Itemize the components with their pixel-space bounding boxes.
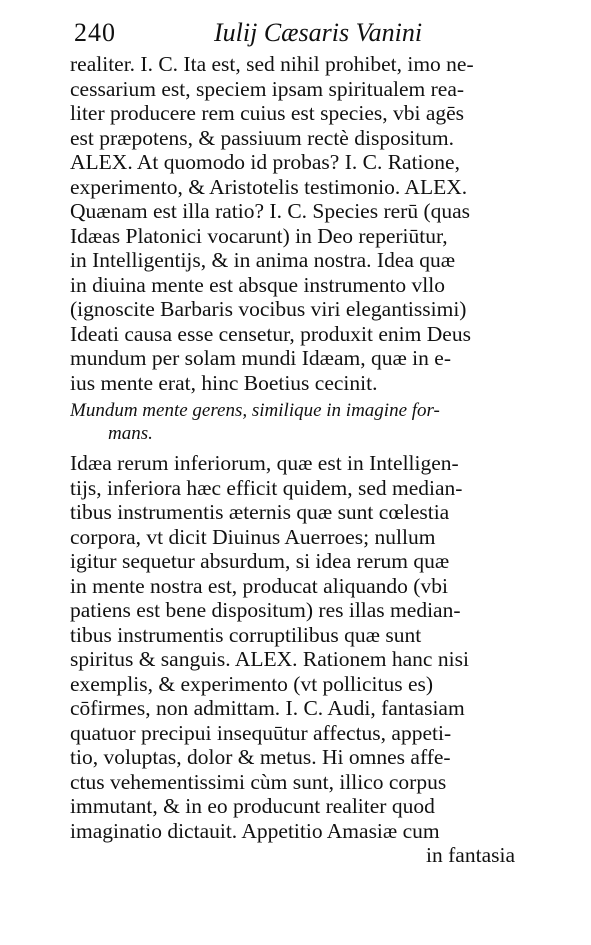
text-line: ALEX. At quomodo id probas? I. C. Ratione, [70, 150, 460, 174]
text-line: igitur sequetur absurdum, si idea rerum quæ [70, 549, 450, 573]
text-line: spiritus & sanguis. ALEX. Rationem hanc nisi [70, 647, 469, 671]
text-line: cessarium est, speciem ipsam spiritualem rea- [70, 76, 465, 101]
catchword: in fantasia [426, 843, 515, 867]
quote-line: mans. [108, 423, 153, 444]
text-line: patiens est bene dispositum) res illas median- [70, 598, 461, 622]
page-header [70, 18, 515, 52]
text-line: Quænam est illa ratio? I. C. Species rerū (quas [70, 199, 471, 223]
text-line: ius mente erat, hinc Boetius cecinit. [70, 370, 378, 395]
text-line: experimento, & Aristotelis testimonio. ALEX. [70, 174, 468, 199]
text-line: imaginatio dictauit. Appetitio Amasiæ cum [70, 818, 440, 843]
text-line: Idæas Platonici vocarunt) in Deo reperiūtur, [70, 223, 448, 248]
text-line: immutant, & in eo producunt realiter quod [70, 794, 435, 818]
text-line: tijs, inferiora hæc efficit quidem, sed median- [70, 475, 463, 500]
text-line: tio, voluptas, dolor & metus. Hi omnes affe- [70, 745, 451, 769]
text-line: Ideati causa esse censetur, produxit enim Deus [70, 321, 471, 346]
verse-quote [70, 399, 515, 445]
text-line: liter producere rem cuius est species, vbi agēs [70, 101, 465, 125]
text-line: Idæa rerum inferiorum, quæ est in Intelligen- [70, 451, 459, 475]
text-line: mundum per solam mundi Idæam, quæ in e- [70, 346, 451, 370]
text-line: corpora, vt dicit Diuinus Auerroes; nullum [70, 524, 436, 549]
text-line: exemplis, & experimento (vt pollicitus es) [70, 671, 434, 696]
text-line: est præpotens, & passiuum rectè dispositum. [70, 125, 454, 150]
text-line: ctus vehementissimi cùm sunt, illico corpus [70, 769, 447, 794]
text-line: realiter. I. C. Ita est, sed nihil prohibet, imo ne- [70, 52, 474, 76]
quote-line: Mundum mente gerens, similique in imagine for- [70, 400, 440, 421]
text-line: tibus instrumentis corruptilibus quæ sunt [70, 622, 422, 647]
paragraph-1 [70, 52, 515, 395]
text-line: quatuor precipui insequūtur affectus, appeti- [70, 720, 452, 745]
text-line: in Intelligentijs, & in anima nostra. Idea quæ [70, 248, 456, 272]
text-line: in diuina mente est absque instrumento vllo [70, 272, 445, 297]
page-number: 240 [74, 18, 116, 47]
text-line: (ignoscite Barbaris vocibus viri elegantissimi) [70, 297, 467, 321]
text-line: cōfirmes, non admittam. I. C. Audi, fantasiam [70, 696, 465, 720]
paragraph-2 [70, 451, 515, 868]
running-title: Iulij Cæsaris Vanini [214, 18, 423, 47]
text-line: tibus instrumentis æternis quæ sunt cœlestia [70, 500, 450, 524]
text-line: in mente nostra est, producat aliquando (vbi [70, 573, 448, 598]
